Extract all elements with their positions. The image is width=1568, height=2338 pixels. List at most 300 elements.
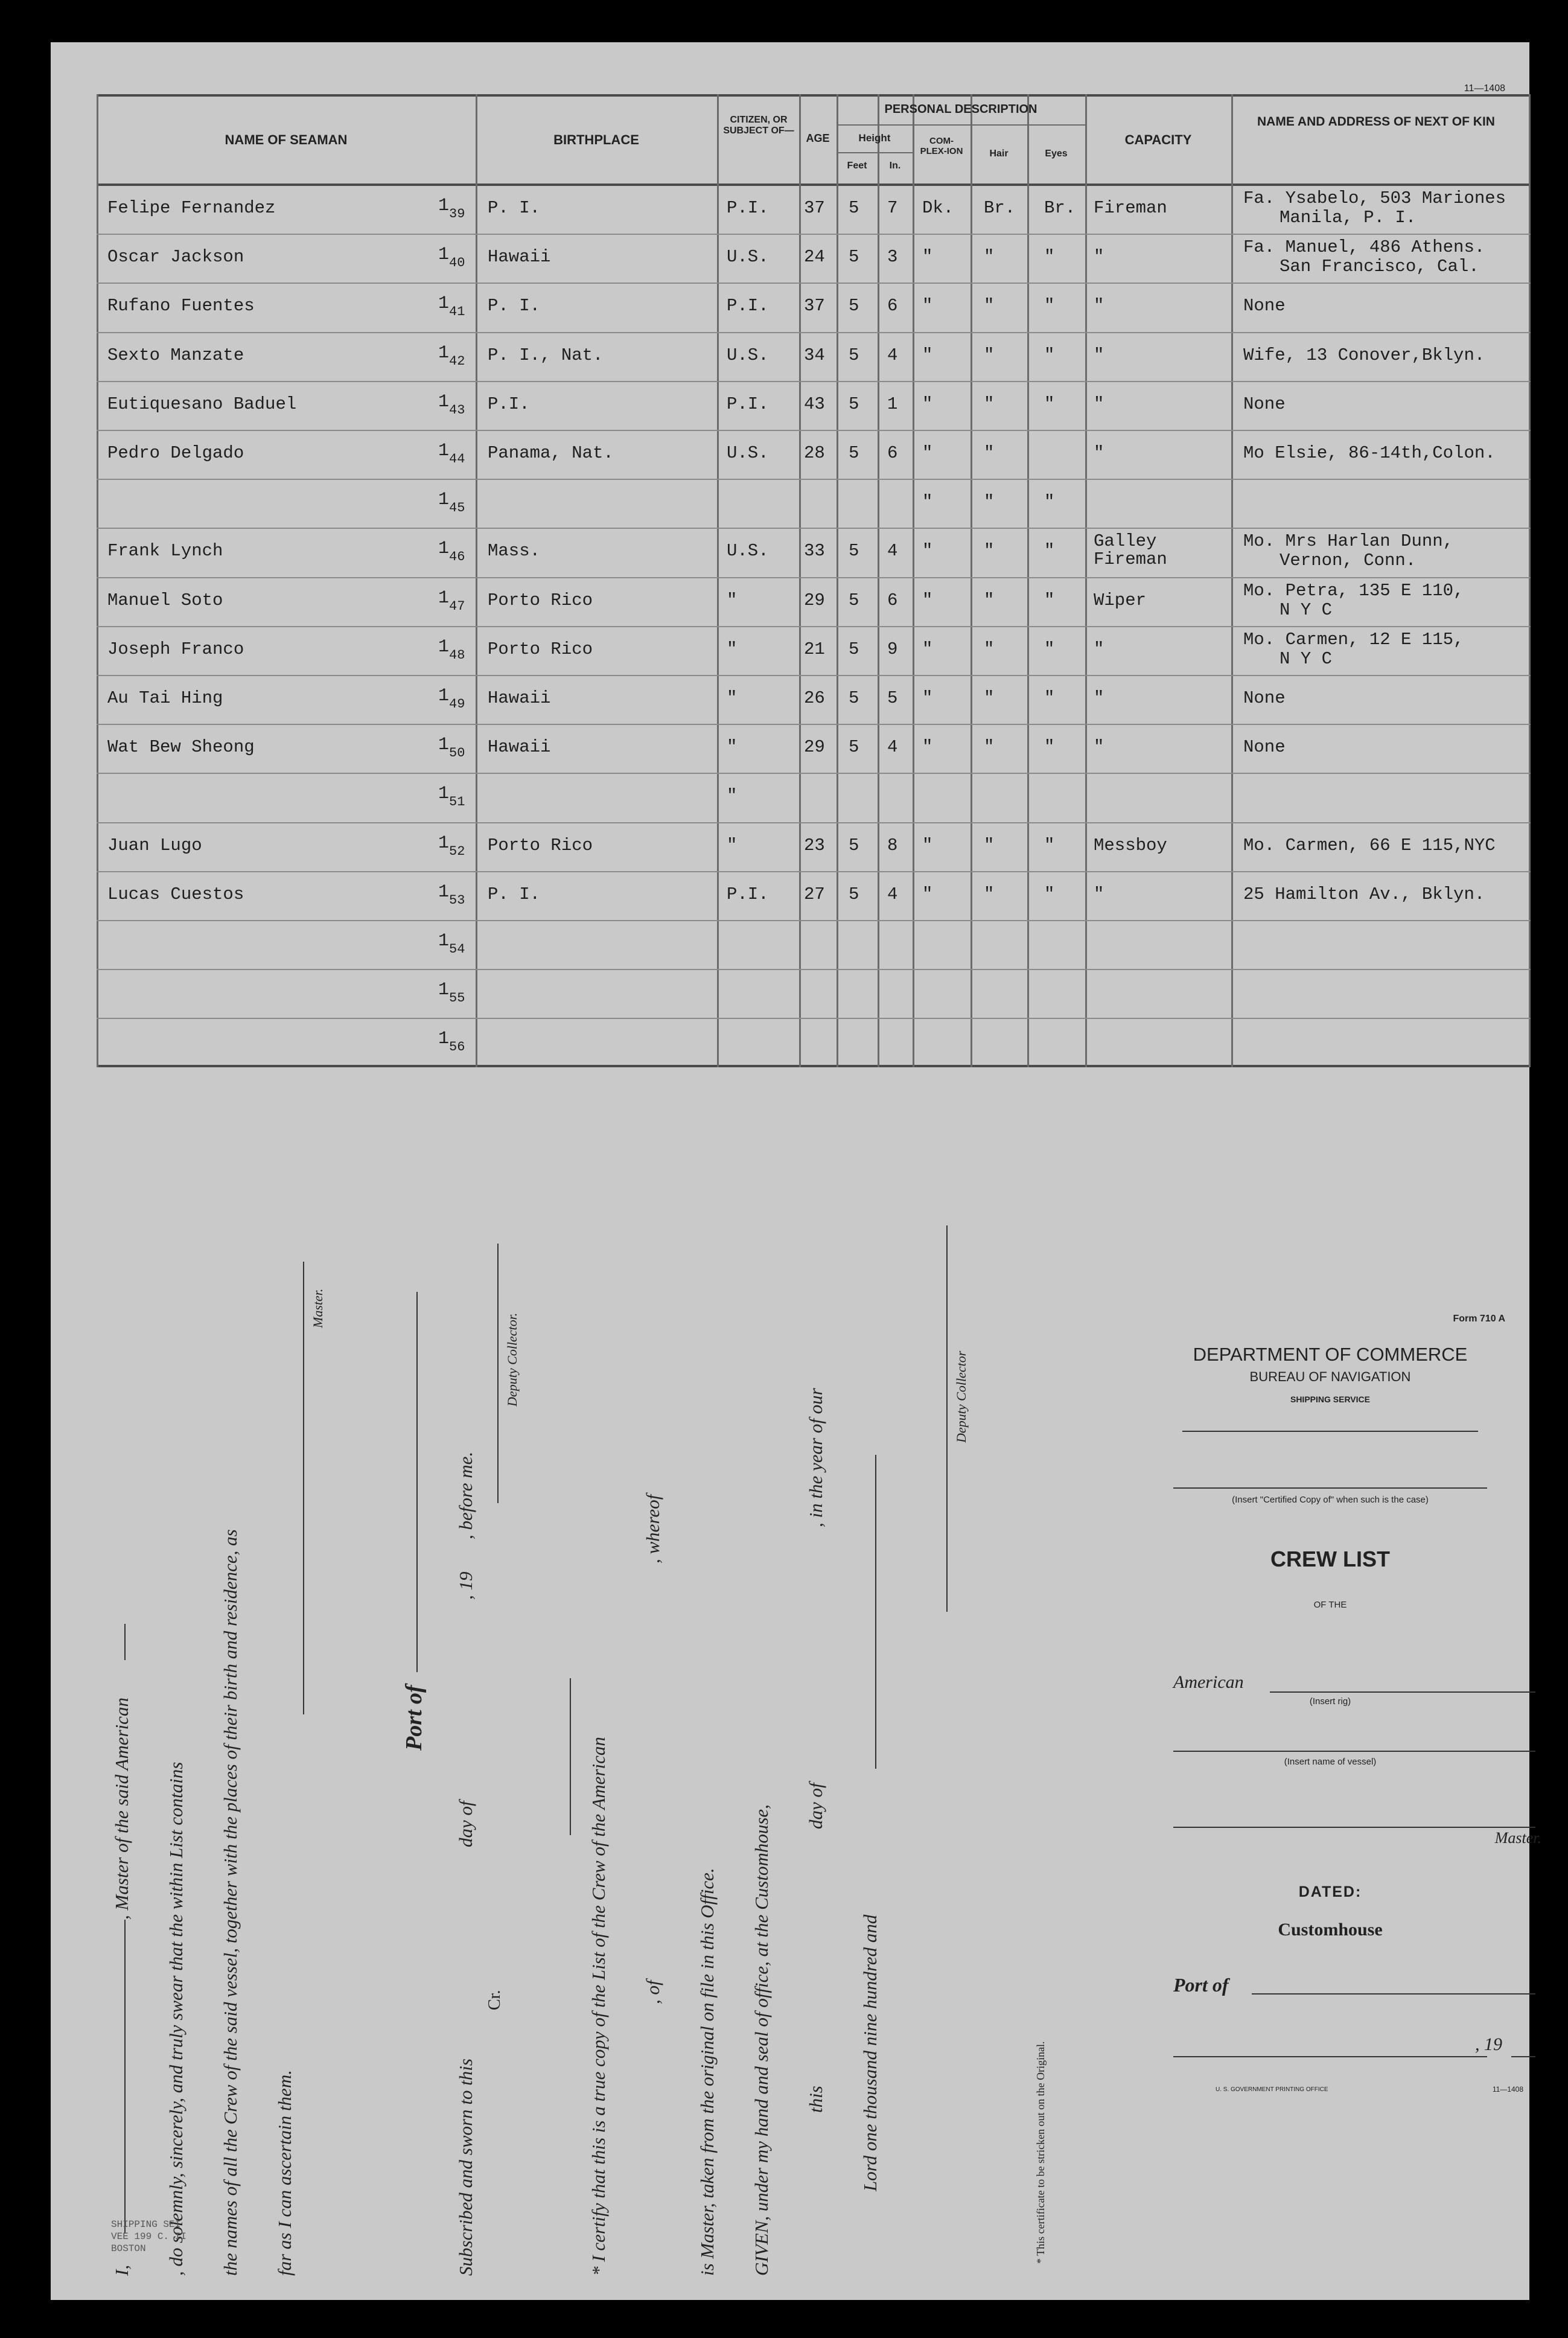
row-rule <box>97 724 1531 725</box>
cell-comp: " <box>922 688 933 708</box>
cell-name: Oscar Jackson <box>107 247 244 267</box>
cell-citizen: " <box>727 639 738 659</box>
cell-age: 29 <box>804 737 825 758</box>
cell-citizen: P.I. <box>727 296 769 316</box>
cell-birthplace: Hawaii <box>488 247 551 267</box>
cell-ft: 5 <box>849 884 859 904</box>
cell-in: 4 <box>887 541 898 561</box>
cover-panel <box>1101 1286 1560 2095</box>
cover-form-number: Form 710 A <box>1453 1314 1505 1324</box>
cell-name: Frank Lynch <box>107 541 223 561</box>
cell-eyes: " <box>1044 884 1055 904</box>
cell-kin1: Mo. Mrs Harlan Dunn, <box>1243 531 1454 552</box>
cell-age: 29 <box>804 590 825 610</box>
cover-american: American <box>1173 1672 1244 1692</box>
cover-title: CREW LIST <box>1270 1547 1390 1571</box>
col-rule <box>913 94 914 1067</box>
cell-kin1: None <box>1243 296 1286 316</box>
row-number <box>438 784 465 810</box>
document-page <box>51 42 1541 2300</box>
cell-capacity: " <box>1094 345 1104 365</box>
cell-citizen: U.S. <box>727 541 769 561</box>
cell-hair: " <box>984 835 995 855</box>
row-number-main: 1 <box>438 686 450 706</box>
row-number-main: 1 <box>438 391 450 412</box>
cell-capacity: " <box>1094 884 1104 904</box>
row-rule <box>97 773 1531 774</box>
cell-comp: " <box>922 639 933 659</box>
cell-name: Pedro Delgado <box>107 443 244 463</box>
col-rule <box>799 94 801 1067</box>
cell-capacity: Wiper <box>1094 590 1147 610</box>
row-number-sub: 54 <box>449 942 465 957</box>
oath-deputy2: Deputy Collector <box>954 1350 969 1443</box>
row-number-main: 1 <box>438 1029 450 1050</box>
row-number-sub: 50 <box>449 746 465 761</box>
row-number-sub: 49 <box>449 697 465 712</box>
cover-blank-line <box>1173 1827 1535 1828</box>
row-number <box>438 490 465 516</box>
row-number-sub: 55 <box>449 991 465 1006</box>
cell-kin1: Mo Elsie, 86-14th,Colon. <box>1243 443 1496 463</box>
row-rule <box>97 283 1531 284</box>
cell-birthplace: P. I. <box>488 198 541 218</box>
cell-kin1: None <box>1243 394 1286 414</box>
cell-age: 28 <box>804 443 825 463</box>
oath-port-of: Port of <box>401 1685 427 1751</box>
cell-comp: Dk. <box>922 198 954 218</box>
row-number-main: 1 <box>438 441 450 461</box>
col-rule <box>476 94 477 1067</box>
oath-of: , of <box>642 1980 663 2004</box>
row-number-sub: 40 <box>449 255 465 271</box>
cover-insert-cert: (Insert "Certified Copy of" when such is the case) <box>1232 1495 1429 1505</box>
cell-hair: " <box>984 590 995 610</box>
cell-eyes: " <box>1044 835 1055 855</box>
cover-rule <box>1182 1431 1478 1432</box>
cell-hair: " <box>984 884 995 904</box>
cell-birthplace: Porto Rico <box>488 590 593 610</box>
cover-blank-line <box>1511 2056 1535 2057</box>
cover-year: , 19 <box>1475 2034 1502 2054</box>
blank-line <box>124 1920 126 2234</box>
stamp-line: VEE 199 C. II <box>111 2231 186 2242</box>
cell-ft: 5 <box>849 443 859 463</box>
cover-printer: U. S. GOVERNMENT PRINTING OFFICE <box>1216 2086 1328 2093</box>
cell-kin1: Mo. Petra, 135 E 110, <box>1243 580 1464 601</box>
cell-name: Felipe Fernandez <box>107 198 276 218</box>
cell-citizen: P.I. <box>727 394 769 414</box>
cell-in: 7 <box>887 198 898 218</box>
row-number <box>438 538 465 565</box>
blank-line <box>875 1455 876 1769</box>
cell-citizen: P.I. <box>727 884 769 904</box>
cell-ft: 5 <box>849 541 859 561</box>
row-number <box>438 636 465 663</box>
cell-age: 37 <box>804 198 825 218</box>
cell-citizen: P.I. <box>727 198 769 218</box>
cell-comp: " <box>922 884 933 904</box>
row-number-sub: 47 <box>449 598 465 614</box>
col-rule <box>1529 94 1531 1067</box>
cell-hair: " <box>984 492 995 513</box>
oath-i: I, <box>111 2264 132 2276</box>
cell-ft: 5 <box>849 198 859 218</box>
archive-stamp <box>111 2218 186 2255</box>
row-number-main: 1 <box>438 735 450 756</box>
row-rule <box>97 920 1531 921</box>
cell-age: 27 <box>804 884 825 904</box>
header-complexion: COM-PLEX-ION <box>920 136 963 156</box>
header-hair: Hair <box>989 149 1009 159</box>
cell-name: Lucas Cuestos <box>107 884 244 904</box>
oath-whereof: , whereof <box>642 1494 663 1563</box>
col-rule <box>837 94 838 1067</box>
cell-kin1: Wife, 13 Conover,Bklyn. <box>1243 345 1485 365</box>
cell-comp: " <box>922 394 933 414</box>
header-kin: NAME AND ADDRESS OF NEXT OF KIN <box>1257 115 1495 129</box>
row-number-main: 1 <box>438 196 450 216</box>
row-number-sub: 53 <box>449 892 465 908</box>
cell-capacity: " <box>1094 688 1104 708</box>
cell-in: 6 <box>887 443 898 463</box>
row-number-main: 1 <box>438 538 450 560</box>
cell-ft: 5 <box>849 345 859 365</box>
cell-hair: " <box>984 737 995 758</box>
oath-year: , 19 <box>455 1571 476 1600</box>
cell-kin1: 25 Hamilton Av., Bklyn. <box>1243 884 1485 904</box>
cell-in: 8 <box>887 835 898 855</box>
pencil-mark: Cr. <box>485 1990 504 2010</box>
row-number-main: 1 <box>438 784 450 805</box>
stamp-line: BOSTON <box>111 2243 146 2254</box>
row-number <box>438 244 465 271</box>
row-number-main: 1 <box>438 881 450 902</box>
header-name: NAME OF SEAMAN <box>225 132 348 147</box>
row-number-main: 1 <box>438 293 450 315</box>
row-rule <box>97 626 1531 627</box>
cell-eyes: " <box>1044 590 1055 610</box>
cell-capacity: " <box>1094 443 1104 463</box>
row-number <box>438 1029 465 1055</box>
cell-comp: " <box>922 296 933 316</box>
cell-birthplace: Porto Rico <box>488 639 593 659</box>
oath-block <box>111 1225 1047 2276</box>
table-top-rule <box>97 94 1531 97</box>
cell-kin1: Fa. Manuel, 486 Athens. <box>1243 237 1485 258</box>
col-rule <box>878 94 879 1067</box>
row-number-sub: 51 <box>449 794 465 810</box>
col-rule <box>970 94 972 1067</box>
cell-citizen: " <box>727 688 738 708</box>
row-number-sub: 45 <box>449 500 465 516</box>
cell-in: 4 <box>887 345 898 365</box>
cell-ft: 5 <box>849 296 859 316</box>
blank-line <box>124 1624 126 1660</box>
cell-eyes: " <box>1044 541 1055 561</box>
cell-kin2: Manila, P. I. <box>1280 208 1417 228</box>
cell-kin2: N Y C <box>1280 599 1333 620</box>
oath-deputy1: Deputy Collector. <box>505 1312 520 1407</box>
cell-birthplace: Porto Rico <box>488 835 593 855</box>
cell-hair: " <box>984 345 995 365</box>
cell-birthplace: P. I. <box>488 884 541 904</box>
row-number-sub: 42 <box>449 353 465 369</box>
oath-master: Master. <box>310 1288 325 1328</box>
row-number <box>438 391 465 418</box>
cell-citizen: U.S. <box>727 345 769 365</box>
cell-birthplace: P.I. <box>488 394 530 414</box>
cover-blank-line <box>1270 1691 1535 1693</box>
cell-name: Eutiquesano Baduel <box>107 394 297 414</box>
col-rule <box>97 94 98 1067</box>
cover-customhouse: Customhouse <box>1278 1920 1383 1940</box>
cell-comp: " <box>922 835 933 855</box>
cell-in: 6 <box>887 590 898 610</box>
cell-kin2: N Y C <box>1280 648 1333 669</box>
cell-birthplace: Mass. <box>488 541 541 561</box>
row-number-sub: 39 <box>449 206 465 222</box>
row-number <box>438 587 465 614</box>
row-number <box>438 931 465 957</box>
cell-name: Rufano Fuentes <box>107 296 255 316</box>
cell-ft: 5 <box>849 737 859 758</box>
cell-citizen: " <box>727 835 738 855</box>
oath-cert1: * I certify that this is a true copy of the List of the Crew of the American <box>588 1737 609 2276</box>
oath-this: this <box>805 2086 826 2113</box>
row-rule <box>97 969 1531 970</box>
oath-given: GIVEN, under my hand and seal of office, at the Customhouse, <box>751 1804 772 2276</box>
cell-capacity: " <box>1094 394 1104 414</box>
cover-printer-no: 11—1408 <box>1492 2085 1523 2094</box>
row-number <box>438 293 465 320</box>
header-age: AGE <box>806 132 830 144</box>
cell-hair: " <box>984 688 995 708</box>
stamp-line: SHIPPING SEI <box>111 2219 181 2230</box>
row-number-sub: 43 <box>449 402 465 418</box>
cover-bureau: BUREAU OF NAVIGATION <box>1249 1369 1411 1384</box>
row-number <box>438 881 465 908</box>
cover-insert-rig: (Insert rig) <box>1309 1696 1351 1707</box>
row-number-main: 1 <box>438 636 450 657</box>
cell-age: 26 <box>804 688 825 708</box>
col-rule <box>1027 94 1029 1067</box>
cover-blank-line <box>1173 1751 1535 1752</box>
col-rule <box>1085 94 1087 1067</box>
cell-name: Au Tai Hing <box>107 688 223 708</box>
cell-age: 21 <box>804 639 825 659</box>
cell-age: 43 <box>804 394 825 414</box>
cell-citizen: U.S. <box>727 247 769 267</box>
row-number-main: 1 <box>438 980 450 1001</box>
row-rule <box>97 332 1531 333</box>
cover-port-of: Port of <box>1173 1974 1229 1996</box>
divider-line <box>570 1678 571 1835</box>
row-number <box>438 980 465 1006</box>
cell-kin2: Vernon, Conn. <box>1280 551 1417 571</box>
cell-comp: " <box>922 541 933 561</box>
row-rule <box>97 479 1531 480</box>
cell-birthplace: P. I., Nat. <box>488 345 604 365</box>
cell-age: 33 <box>804 541 825 561</box>
col-rule <box>1231 94 1233 1067</box>
header-birthplace: BIRTHPLACE <box>553 132 639 147</box>
row-rule <box>97 1018 1531 1019</box>
cell-name: Juan Lugo <box>107 835 202 855</box>
cell-eyes: " <box>1044 688 1055 708</box>
cell-kin1: None <box>1243 688 1286 708</box>
cover-insert-vessel: (Insert name of vessel) <box>1284 1757 1377 1767</box>
cell-hair: " <box>984 443 995 463</box>
col-rule <box>717 94 719 1067</box>
height-sub-rule <box>837 152 913 153</box>
row-number-main: 1 <box>438 244 450 266</box>
cell-in: 4 <box>887 884 898 904</box>
cell-ft: 5 <box>849 247 859 267</box>
row-number-main: 1 <box>438 832 450 854</box>
cell-ft: 5 <box>849 639 859 659</box>
cell-hair: " <box>984 541 995 561</box>
header-bottom-rule <box>97 184 1531 186</box>
cell-eyes: " <box>1044 492 1055 513</box>
cell-in: 4 <box>887 737 898 758</box>
oath-line4: far as I can ascertain them. <box>274 2070 295 2276</box>
cell-name: Wat Bew Sheong <box>107 737 255 758</box>
cell-in: 6 <box>887 296 898 316</box>
cell-kin2: San Francisco, Cal. <box>1280 257 1479 277</box>
row-number-main: 1 <box>438 490 450 511</box>
cell-hair: " <box>984 639 995 659</box>
cell-name: Manuel Soto <box>107 590 223 610</box>
cell-comp: " <box>922 443 933 463</box>
cell-kin1: Mo. Carmen, 66 E 115,NYC <box>1243 835 1496 855</box>
cell-ft: 5 <box>849 590 859 610</box>
cell-capacity: " <box>1094 247 1104 267</box>
row-number-sub: 41 <box>449 304 465 320</box>
oath-year-of-our: , in the year of our <box>805 1388 826 1527</box>
row-number-sub: 52 <box>449 843 465 859</box>
cell-capacity: Fireman <box>1094 198 1167 218</box>
cell-age: 23 <box>804 835 825 855</box>
table-bottom-rule <box>97 1065 1531 1067</box>
oath-line2: , do solemnly, sincerely, and truly swear that the within List contains <box>165 1761 186 2276</box>
cell-ft: 5 <box>849 835 859 855</box>
row-rule <box>97 381 1531 382</box>
personal-sub-rule <box>837 124 1085 126</box>
cell-eyes: " <box>1044 394 1055 414</box>
cover-master: Master. <box>1494 1829 1541 1847</box>
cell-comp: " <box>922 345 933 365</box>
cell-hair: " <box>984 394 995 414</box>
cell-in: 9 <box>887 639 898 659</box>
row-number-sub: 44 <box>449 452 465 467</box>
cell-capacity: " <box>1094 296 1104 316</box>
cell-capacity: Galley Fireman <box>1094 531 1167 570</box>
cell-citizen: " <box>727 590 738 610</box>
crew-table <box>97 94 1531 1067</box>
cover-blank-line <box>1173 2056 1487 2057</box>
cell-capacity: " <box>1094 737 1104 758</box>
cell-eyes: " <box>1044 296 1055 316</box>
cell-eyes: " <box>1044 345 1055 365</box>
cell-eyes: " <box>1044 639 1055 659</box>
row-rule <box>97 871 1531 872</box>
header-height: Height <box>858 132 891 144</box>
cover-blank-line <box>1173 1487 1487 1489</box>
cover-blank-line <box>1252 1993 1535 1995</box>
row-number-main: 1 <box>438 587 450 608</box>
master-sign-line <box>303 1262 304 1714</box>
oath-subscribed: Subscribed and sworn to this <box>455 2059 476 2276</box>
cell-birthplace: Hawaii <box>488 688 551 708</box>
cell-name: Joseph Franco <box>107 639 244 659</box>
row-rule <box>97 430 1531 431</box>
cell-age: 24 <box>804 247 825 267</box>
cell-birthplace: Hawaii <box>488 737 551 758</box>
row-number <box>438 735 465 761</box>
row-number-sub: 46 <box>449 549 465 565</box>
cell-ft: 5 <box>849 394 859 414</box>
cell-in: 1 <box>887 394 898 414</box>
cell-citizen: U.S. <box>727 443 769 463</box>
cell-kin1: None <box>1243 737 1286 758</box>
row-rule <box>97 234 1531 235</box>
header-feet: Feet <box>847 161 867 171</box>
cell-capacity: Messboy <box>1094 835 1167 855</box>
cell-kin1: Mo. Carmen, 12 E 115, <box>1243 629 1464 650</box>
oath-cert2: is Master, taken from the original on file in this Office. <box>696 1868 718 2276</box>
cell-birthplace: P. I. <box>488 296 541 316</box>
row-number-sub: 48 <box>449 647 465 663</box>
cell-capacity: " <box>1094 639 1104 659</box>
cell-in: 5 <box>887 688 898 708</box>
row-number <box>438 196 465 222</box>
cell-comp: " <box>922 590 933 610</box>
cell-birthplace: Panama, Nat. <box>488 443 614 463</box>
row-number-main: 1 <box>438 342 450 363</box>
cell-citizen: " <box>727 786 738 806</box>
cell-hair: " <box>984 296 995 316</box>
header-personal: PERSONAL DESCRIPTION <box>884 103 1037 116</box>
cell-hair: Br. <box>984 198 1016 218</box>
cover-dated: DATED: <box>1298 1883 1362 1900</box>
cell-age: 34 <box>804 345 825 365</box>
row-rule <box>97 577 1531 578</box>
row-number-sub: 56 <box>449 1040 465 1055</box>
oath-day-of2: day of <box>805 1783 826 1829</box>
row-number <box>438 686 465 712</box>
cover-dept: DEPARTMENT OF COMMERCE <box>1193 1344 1468 1365</box>
oath-day-of: day of <box>455 1801 476 1847</box>
cell-citizen: " <box>727 737 738 758</box>
row-number <box>438 441 465 467</box>
row-rule <box>97 528 1531 529</box>
cover-service: SHIPPING SERVICE <box>1290 1394 1370 1404</box>
cell-comp: " <box>922 492 933 513</box>
oath-line1: , Master of the said American <box>111 1698 132 1920</box>
row-number-main: 1 <box>438 931 450 951</box>
header-capacity: CAPACITY <box>1124 132 1192 147</box>
cell-ft: 5 <box>849 688 859 708</box>
header-inches: In. <box>889 161 901 171</box>
row-rule <box>97 675 1531 676</box>
oath-lord: Lord one thousand nine hundred and <box>859 1914 881 2191</box>
cell-eyes: " <box>1044 737 1055 758</box>
oath-line3: the names of all the Crew of the said vessel, together with the places of their birth and residence, as <box>220 1529 241 2276</box>
form-number-top: 11—1408 <box>1464 83 1505 94</box>
cell-hair: " <box>984 247 995 267</box>
cell-eyes: " <box>1044 247 1055 267</box>
